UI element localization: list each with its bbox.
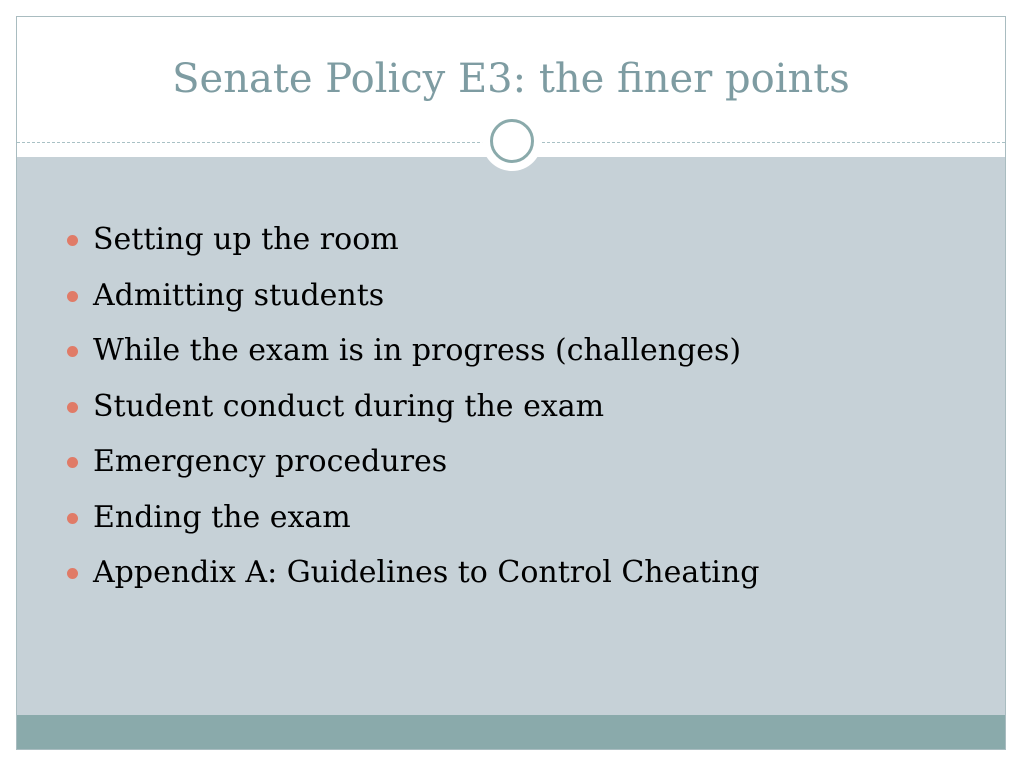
list-item bbox=[65, 434, 759, 490]
slide-title: Senate Policy E3: the finer points bbox=[172, 56, 850, 102]
circle-ornament-inner bbox=[490, 119, 534, 163]
list-item-text: Ending the exam bbox=[93, 499, 351, 535]
bullet-icon bbox=[67, 402, 78, 413]
list-item bbox=[65, 490, 759, 546]
bullet-icon bbox=[67, 235, 78, 246]
bullet-icon bbox=[67, 513, 78, 524]
bullet-list bbox=[65, 212, 759, 601]
list-item-text: Student conduct during the exam bbox=[93, 388, 605, 424]
list-item-text: Appendix A: Guidelines to Control Cheating bbox=[93, 555, 760, 590]
list-item bbox=[65, 268, 759, 324]
bullet-icon bbox=[67, 291, 78, 302]
list-item-text: Admitting students bbox=[93, 277, 385, 313]
list-item-text: While the exam is in progress (challenges) bbox=[93, 333, 742, 368]
circle-ornament-icon bbox=[482, 111, 542, 171]
bullet-icon bbox=[67, 568, 78, 579]
list-item-text: Setting up the room bbox=[93, 222, 399, 257]
list-item bbox=[65, 379, 759, 435]
slide bbox=[16, 16, 1006, 750]
footer-band bbox=[17, 715, 1005, 749]
list-item-text: Emergency procedures bbox=[93, 444, 448, 479]
bullet-icon bbox=[67, 457, 78, 468]
list-item bbox=[65, 212, 759, 268]
list-item bbox=[65, 545, 759, 601]
bullet-icon bbox=[67, 346, 78, 357]
list-item bbox=[65, 323, 759, 379]
